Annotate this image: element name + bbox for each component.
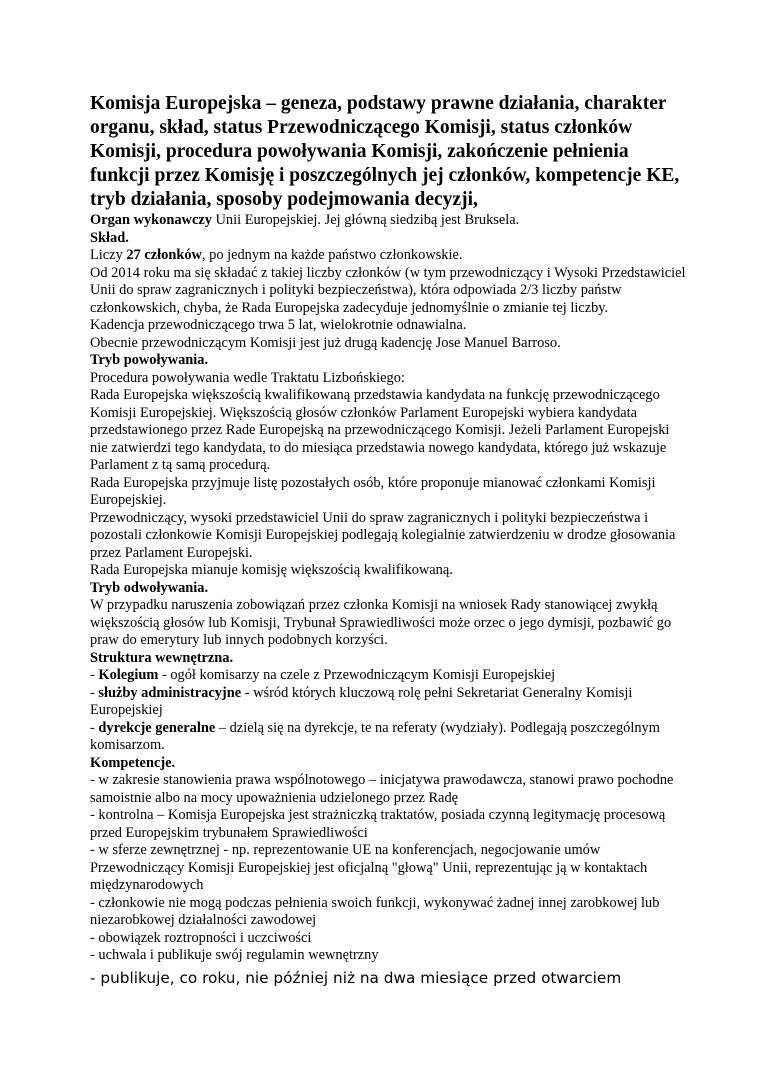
section-heading-struktura: Struktura wewnętrzna. [90, 649, 234, 666]
sklad-line-1-text-a: Liczy [90, 247, 127, 263]
struktura-item-prefix: - [90, 684, 99, 701]
kompetencje-item: - w zakresie stanowienia prawa wspólnotowego – inicjatywa prawodawcza, stanowi prawo pochodne samoistnie albo na mocy upoważnienia udzielonego przez Radę [90, 772, 674, 806]
kompetencje-item: - w sferze zewnętrznej - np. reprezentowanie UE na konferencjach, negocjowanie umów Przewodniczący Komisji Europejskiej jest oficjalną "głową" Unii, reprezentując ją w kontaktach międzynarodowych [90, 842, 648, 893]
struktura-item-bold: dyrekcje generalne [98, 719, 216, 736]
struktura-item [90, 685, 690, 720]
sklad-line-1-bold: 27 członków [126, 247, 202, 263]
document-title: Komisja Europejska – geneza, podstawy prawne działania, charakter organu, skład, status Przewodniczącego Komisji, status członków Komisji, procedura powoływania Komisji, zakończenie pełnienia funkcji przez Komisję i poszczególnych jej członków, kompetencje KE, tryb działania, sposoby podejmowania decyzji, [90, 93, 680, 210]
sklad-line-2: Od 2014 roku ma się składać z takiej liczby członków (w tym przewodniczący i Wysoki Przedstawiciel Unii do spraw zagranicznych i polityki bezpieczeństwa), która odpowiada 2/3 liczby państw członkowskich, chyba, że Rada Europejska zadecyduje jednomyślnie o zmianie tej liczby. [90, 264, 686, 316]
kompetencje-item: - obowiązek roztropności i uczciwości [90, 929, 312, 946]
kompetencje-item: - uchwala i publikuje swój regulamin wewnętrzny [90, 947, 379, 963]
powolywanie-paragraph-5: Rada Europejska mianuje komisję większością kwalifikowaną. [90, 562, 453, 578]
section-heading-kompetencje: Kompetencje. [90, 754, 176, 771]
struktura-item-prefix: - [90, 719, 99, 736]
sklad-line-1 [90, 247, 690, 265]
kompetencje-item: - członkowie nie mogą podczas pełnienia swoich funkcji, wykonywać żadnej innej zarobkowej lub niezarobkowej działalności zawodowej [90, 894, 660, 928]
powolywanie-paragraph-3: Rada Europejska przyjmuje listę pozostałych osób, które proponuje mianować członkami Komisji Europejskiej. [90, 474, 656, 508]
struktura-item [90, 667, 690, 685]
struktura-item-bold: Kolegium [98, 667, 159, 683]
intro-text: Unii Europejskiej. Jej główną siedzibą jest Bruksela. [211, 212, 520, 228]
intro-paragraph [90, 212, 690, 230]
sklad-line-1-text-b: , po jednym na każde państwo członkowskie. [201, 247, 463, 263]
intro-bold: Organ wykonawczy [90, 212, 212, 228]
struktura-item [90, 720, 690, 755]
section-heading-sklad: Skład. [90, 229, 129, 246]
kompetencje-last-line: - publikuje, co roku, nie później niż na dwa miesiące przed otwarciem [90, 968, 622, 987]
powolywanie-paragraph-4: Przewodniczący, wysoki przedstawiciel Unii do spraw zagranicznych i polityki bezpieczeństwa i pozostali członkowie Komisji Europejskiej podlegają kolegialnie zatwierdzeniu w drodze głosowania przez Parlament Europejski. [90, 509, 676, 561]
struktura-item-bold: służby administracyjne [98, 684, 242, 701]
odwolywanie-paragraph-1: W przypadku naruszenia zobowiązań przez członka Komisji na wniosek Rady stanowiącej zwykłą większością głosów lub Komisji, Trybunał Sprawiedliwości może orzec o jego dymisji, pozbawić go praw do emerytury lub innych podobnych korzyści. [90, 597, 672, 648]
struktura-item-text: - wśród których kluczową rolę pełni Sekretariat Generalny Komisji Europejskiej [90, 684, 633, 718]
struktura-item-text: - ogół komisarzy na czele z Przewodniczącym Komisji Europejskiej [158, 667, 556, 683]
struktura-item-prefix: - [90, 667, 99, 683]
powolywanie-paragraph-2: Rada Europejska większością kwalifikowaną przedstawia kandydata na funkcję przewodniczącego Komisji Europejskiej. Większością głosów członków Parlament Europejski wybiera kandydata przedstawionego przez Rade Europejską na przewodniczącego Komisji. Jeżeli Parlament Europejski nie zatwierdzi tego kandydata, to do miesiąca przedstawia nowego kandydata, którego już wskazuje Parlament z tą samą procedurą. [90, 387, 670, 473]
struktura-item-text: – dzielą się na dyrekcje, te na referaty (wydziały). Podlegają poszczególnym komisarzom. [90, 719, 660, 753]
section-heading-powolywanie: Tryb powoływania. [90, 352, 209, 368]
section-heading-odwolywanie: Tryb odwoływania. [90, 579, 209, 596]
powolywanie-paragraph-1: Procedura powoływania wedle Traktatu Lizbońskiego: [90, 369, 405, 386]
sklad-line-4: Obecnie przewodniczącym Komisji jest już drugą kadencję Jose Manuel Barroso. [90, 334, 561, 351]
kompetencje-item: - kontrolna – Komisja Europejska jest strażniczką traktatów, posiada czynną legitymację procesową przed Europejskim trybunałem Sprawiedliwości [90, 807, 666, 841]
document-body [90, 212, 690, 965]
document-content [90, 92, 690, 989]
sklad-line-3: Kadencja przewodniczącego trwa 5 lat, wielokrotnie odnawialna. [90, 317, 467, 333]
